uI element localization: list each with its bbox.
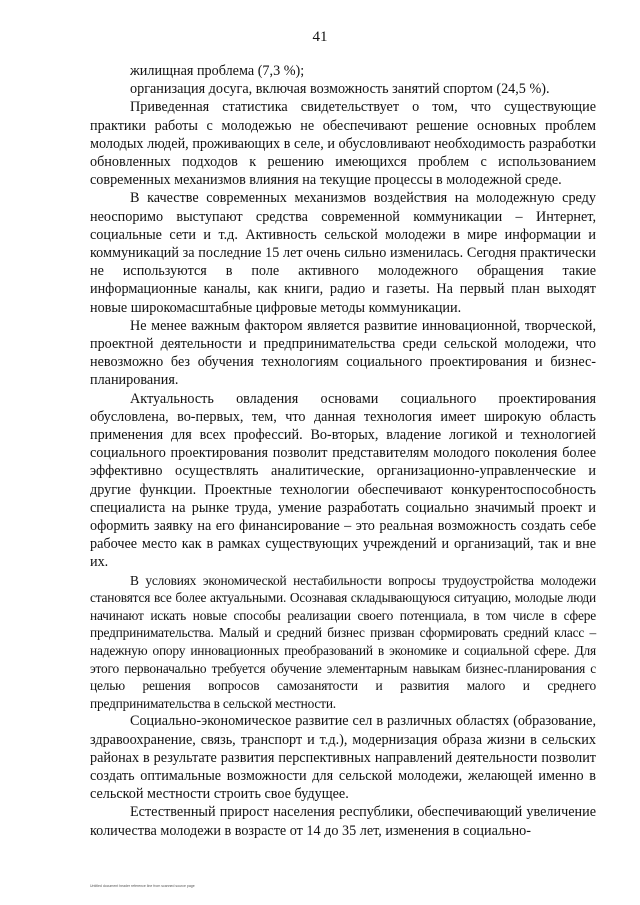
list-item-housing: жилищная проблема (7,3 %);	[130, 63, 305, 79]
page-number: 41	[312, 29, 328, 45]
paragraph-social-design: Актуальность овладения основами социального проектирования обусловлена, во-первых, тем, что данная технология имеет широкую область применения для всех профессий. Во-вторых, владение логикой и технологией социального проектирования позволит представителям молодого поколения более эффективно осуществлять аналитические, организационно-управленческие и другие функции. Проектные технологии обеспечивают конкурентоспособность специалиста на рынке труда, умение разработать социально значимый проект и оформить заявку на его финансирование – это реальная возможность создать себе рабочее место как в рамках существующих учреждений и организаций, так и вне их.	[90, 390, 596, 571]
paragraph-communication: В качестве современных механизмов воздействия на молодежную среду неоспоримо выступают средства современной коммуникации – Интернет, социальные сети и т.д. Активность сельской молодежи в мире информации и коммуникаций за последние 15 лет очень сильно изменилась. Сегодня практически не используются в поле активного молодежного обращения такие информационные каналы, как книги, радио и газеты. На первый план выходят новые широкомасштабные цифровые методы коммуникации.	[90, 190, 596, 316]
document-body	[90, 62, 596, 840]
paragraph-population-growth: Естественный прирост населения республики, обеспечивающий увеличение количества молодежи в возрасте от 14 до 35 лет, изменения в социально-	[90, 804, 596, 839]
list-item-leisure: организация досуга, включая возможность занятий спортом (24,5 %).	[130, 81, 550, 98]
paragraph-innovation: Не менее важным фактором является развитие инновационной, творческой, проектной деятельности и предпринимательства среди сельской молодежи, что невозможно без обучения технологиям социального проектирования и бизнес-планирования.	[90, 317, 596, 389]
paragraph-employment: В условиях экономической нестабильности вопросы трудоустройства молодежи становятся все более актуальными. Осознавая складывающуюся ситуацию, молодые люди начинают искать новые способы реализации своего потенциала, в том числе в сфере предпринимательства. Малый и средний бизнес призван сформировать средний класс – надежную опору инновационных преобразований в экономике и социальной сфере. Для этого первоначально требуется обучение элементарным навыкам бизнес-планирования с целью решения вопросов самозанятости и развития малого и среднего предпринимательства в сельской местности.	[90, 572, 596, 711]
footer-note: Untitled document header reference line from scanned source page	[90, 884, 195, 888]
paragraph-statistics: Приведенная статистика свидетельствует о том, что существующие практики работы с молодежью не обеспечивают решение основных проблем молодых людей, проживающих в селе, и обусловливают необходимость разработки обновленных подходов к решению имеющихся проблем с использованием современных механизмов влияния на текущие процессы в молодежной среде.	[90, 99, 596, 189]
paragraph-rural-development: Социально-экономическое развитие сел в различных областях (образование, здравоохранение, связь, транспорт и т.д.), модернизация образа жизни в сельских районах в результате развития перспективных направлений деятельности позволит создать оптимальные возможности для сельской молодежи, желающей именно в сельской местности строить свое будущее.	[90, 713, 596, 803]
